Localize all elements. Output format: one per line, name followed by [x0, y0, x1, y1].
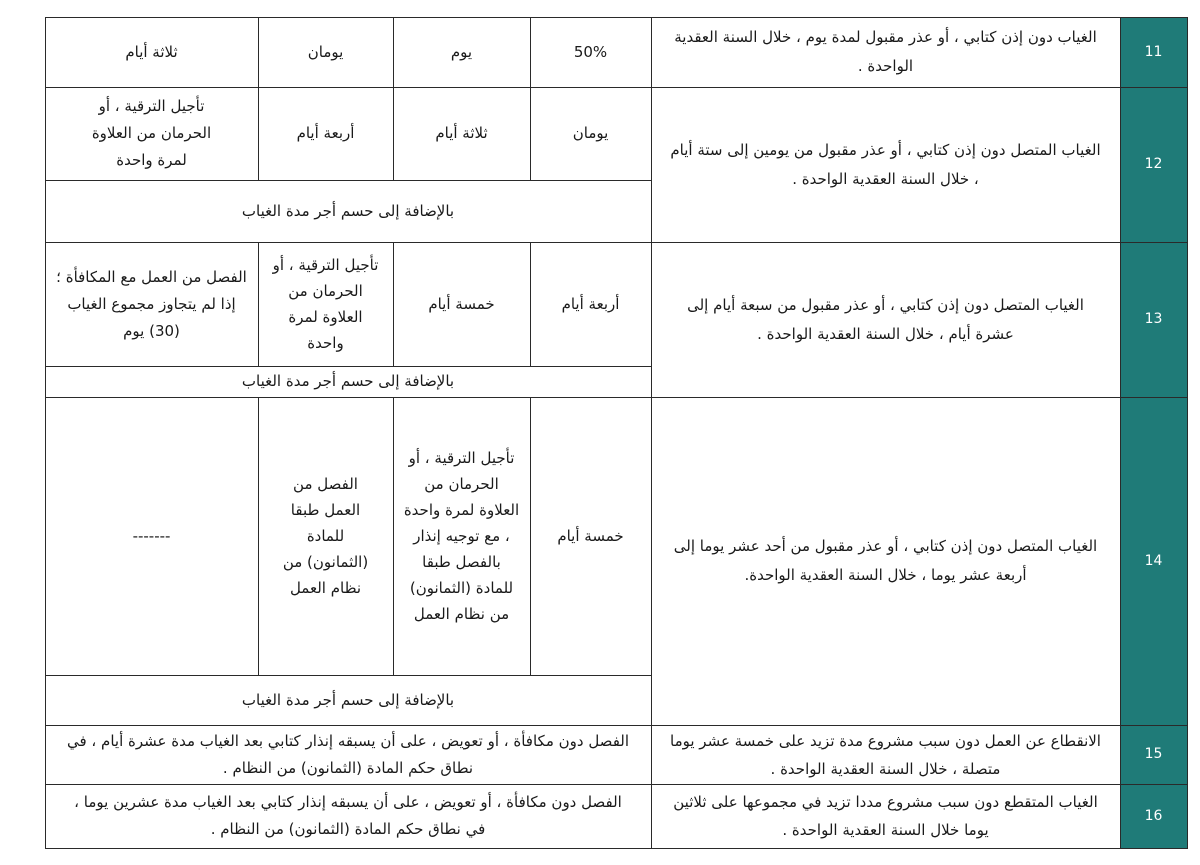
penalty-first: 50% — [573, 42, 608, 61]
row-number: 14 — [1120, 397, 1187, 725]
row-number: 16 — [1120, 784, 1187, 848]
penalty-third: يومان — [307, 42, 344, 61]
penalty-second: ثلاثة أيام — [435, 124, 488, 142]
penalty-fourth: الفصل من العمل مع المكافأة ؛ إذا لم يتجاوز مجموع الغياب (30) يوم — [56, 267, 247, 340]
row-number: 11 — [1120, 17, 1187, 87]
column-divider — [258, 87, 259, 180]
penalty-third: تأجيل الترقية ، أو الحرمان من العلاوة لمرة واحدة — [272, 256, 379, 352]
table-border — [45, 17, 46, 849]
table-border — [45, 848, 1187, 849]
column-divider — [530, 397, 531, 675]
column-divider — [530, 17, 531, 87]
row-divider — [45, 397, 1187, 398]
column-divider — [393, 87, 394, 180]
column-divider — [651, 17, 652, 849]
row-divider — [45, 784, 1187, 785]
column-divider — [530, 87, 531, 180]
column-divider — [393, 242, 394, 366]
violation-description: الغياب المتصل دون إذن كتابي ، أو عذر مقبول من أحد عشر يوما إلى أربعة عشر يوما ، خلال السنة العقدية الواحدة. — [673, 537, 1098, 584]
violation-description: الغياب دون إذن كتابي ، أو عذر مقبول لمدة يوم ، خلال السنة العقدية الواحدة . — [674, 28, 1097, 75]
row-number: 13 — [1120, 242, 1187, 397]
row-divider — [45, 366, 651, 367]
column-divider — [393, 397, 394, 675]
penalty-note: بالإضافة إلى حسم أجر مدة الغياب — [241, 201, 455, 220]
penalty-note: بالإضافة إلى حسم أجر مدة الغياب — [241, 690, 455, 709]
penalty-second: يوم — [450, 42, 473, 61]
violation-description: الغياب المتصل دون إذن كتابي ، أو عذر مقبول من سبعة أيام إلى عشرة أيام ، خلال السنة العقدية الواحدة . — [687, 295, 1084, 343]
row-number: 12 — [1120, 87, 1187, 242]
row-divider — [45, 180, 651, 181]
penalty-third: أربعة أيام — [296, 124, 355, 142]
row-divider — [45, 242, 1187, 243]
table-border — [1187, 17, 1188, 849]
column-divider — [530, 242, 531, 366]
column-divider — [393, 17, 394, 87]
row-divider — [45, 725, 1187, 726]
column-divider — [1120, 17, 1121, 849]
penalty-first: أربعة أيام — [561, 294, 620, 313]
penalty-first: يومان — [572, 124, 609, 142]
penalty-third: الفصل من العمل طبقا للمادة (الثمانون) من نظام العمل — [282, 475, 369, 597]
violation-description: الانقطاع عن العمل دون سبب مشروع مدة تزيد على خمسة عشر يوما متصلة ، خلال السنة العقدية الواحدة . — [670, 731, 1101, 778]
penalty-second: تأجيل الترقية ، أو الحرمان من العلاوة لمرة واحدة ، مع توجيه إنذار بالفصل طبقا للمادة (الثمانون) من نظام العمل — [403, 449, 520, 623]
penalty-note: بالإضافة إلى حسم أجر مدة الغياب — [241, 372, 455, 390]
penalty-fourth: تأجيل الترقية ، أو الحرمان من العلاوة لمرة واحدة — [91, 97, 212, 169]
penalty-second: خمسة أيام — [428, 294, 495, 313]
row-number: 15 — [1120, 725, 1187, 784]
column-divider — [258, 397, 259, 675]
table-border — [45, 17, 1187, 18]
penalty-fourth: ثلاثة أيام — [125, 42, 178, 61]
row-divider — [45, 675, 651, 676]
row-divider — [45, 87, 1187, 88]
penalty-fourth: ------- — [132, 526, 171, 545]
violation-description: الغياب المتقطع دون سبب مشروع مددا تزيد في مجموعها على ثلاثين يوما خلال السنة العقدية الواحدة . — [673, 793, 1098, 839]
penalty-first: خمسة أيام — [557, 526, 624, 545]
column-divider — [258, 17, 259, 87]
column-divider — [258, 242, 259, 366]
penalty-text: الفصل دون مكافأة ، أو تعويض ، على أن يسبقه إنذار كتابي بعد الغياب مدة عشرين يوما ، في نطاق حكم المادة (الثمانون) من النظام . — [74, 793, 622, 838]
violation-description: الغياب المتصل دون إذن كتابي ، أو عذر مقبول من يومين إلى ستة أيام ، خلال السنة العقدية الواحدة . — [670, 140, 1101, 188]
penalty-text: الفصل دون مكافأة ، أو تعويض ، على أن يسبقه إنذار كتابي بعد الغياب مدة عشرة أيام ، في نطاق حكم المادة (الثمانون) من النظام . — [66, 731, 630, 777]
